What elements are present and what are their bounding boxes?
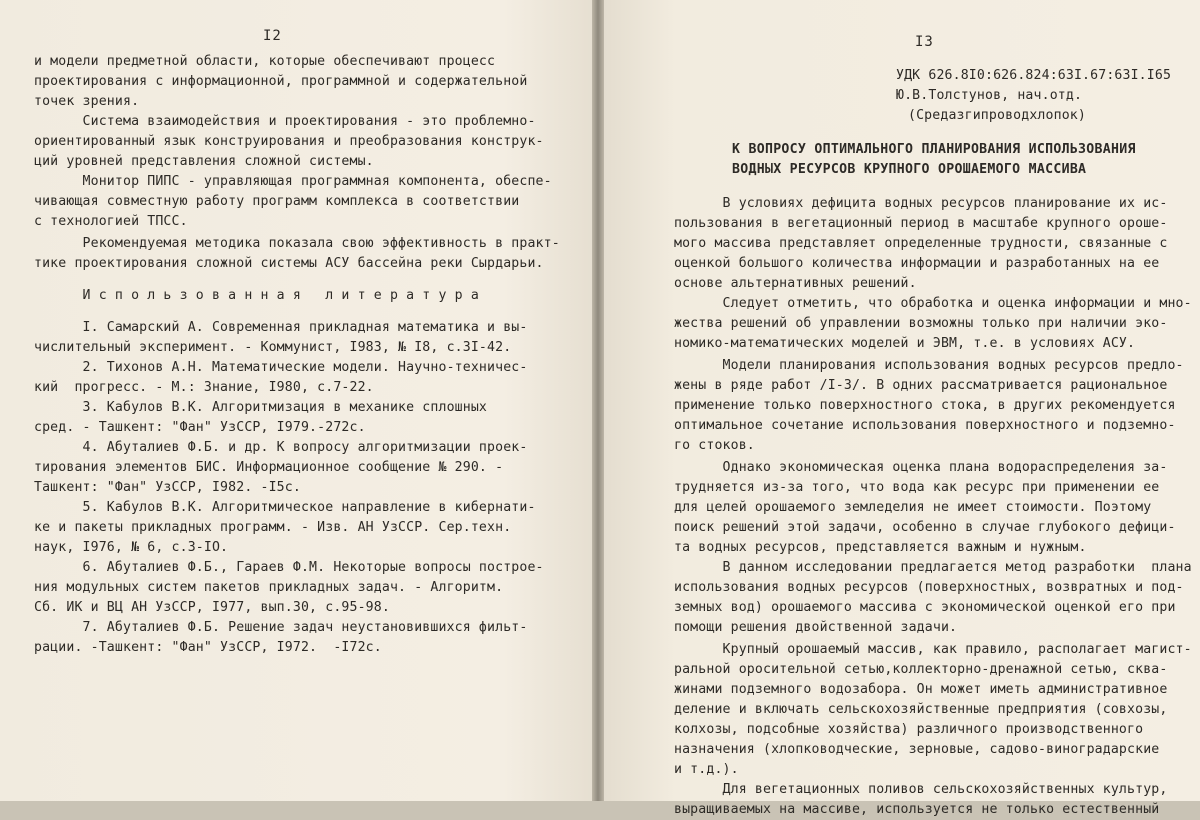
text-line: жены в ряде работ /I-3/. В одних рассматривается рациональное — [674, 378, 1168, 393]
reference-line: 2. Тихонов А.Н. Математические модели. Научно-техничес- — [34, 360, 528, 375]
reference-line: 7. Абуталиев Ф.Б. Решение задач неустановившихся фильт- — [34, 620, 528, 635]
text-line: ориентированный язык конструирования и преобразования конструк- — [34, 134, 544, 149]
text-line: Однако экономическая оценка плана водораспределения за- — [674, 460, 1168, 475]
page-number: I3 — [915, 34, 934, 50]
reference-line: ке и пакеты прикладных программ. - Изв. АН УзССР. Сер.техн. — [34, 520, 512, 535]
text-line: трудняется из-за того, что вода как ресурс при применении ее — [674, 480, 1160, 495]
reference-line: 4. Абуталиев Ф.Б. и др. К вопросу алгоритмизации проек- — [34, 440, 528, 455]
text-line: Система взаимодействия и проектирования - это проблемно- — [34, 114, 536, 129]
reference-line: рации. -Ташкент: "Фан" УзССР, I972. -I72с. — [34, 640, 382, 655]
references-heading: И с п о л ь з о в а н н а я л и т е р а т у р а — [34, 288, 479, 303]
text-line: деление и включать сельскохозяйственные предприятия (совхозы, — [674, 702, 1168, 717]
reference-line: тирования элементов БИС. Информационное сообщение № 290. - — [34, 460, 504, 475]
text-line: номико-математических моделей и ЭВМ, т.е. в условиях АСУ. — [674, 336, 1136, 351]
article-title: ВОДНЫХ РЕСУРСОВ КРУПНОГО ОРОШАЕМОГО МАССИВА — [732, 162, 1087, 177]
left-page — [0, 0, 592, 801]
text-line: го стоков. — [674, 438, 755, 453]
text-line: Для вегетационных поливов сельскохозяйственных культур, — [674, 782, 1168, 797]
text-line: выращиваемых на массиве, используется не только естественный — [674, 802, 1160, 817]
udc-code: УДК 626.8I0:626.824:63I.67:63I.I65 — [896, 68, 1172, 83]
text-line: Крупный орошаемый массив, как правило, располагает магист- — [674, 642, 1192, 657]
reference-line: 5. Кабулов В.К. Алгоритмическое направление в кибернати- — [34, 500, 536, 515]
text-line: Монитор ПИПС - управляющая программная компонента, обеспе- — [34, 174, 552, 189]
book-gutter — [592, 0, 604, 801]
text-line: назначения (хлопководческие, зерновые, садово-виноградарские — [674, 742, 1160, 757]
text-line: Рекомендуемая методика показала свою эффективность в практ- — [34, 236, 560, 251]
text-line: ций уровней представления сложной системы. — [34, 154, 374, 169]
text-line: мого массива представляет определенные трудности, связанные с — [674, 236, 1168, 251]
reference-line: ния модульных систем пакетов прикладных задач. - Алгоритм. — [34, 580, 504, 595]
right-page — [604, 0, 1200, 817]
text-line: Модели планирования использования водных ресурсов предло- — [674, 358, 1184, 373]
text-line: применение только поверхностного стока, в других рекомендуется — [674, 398, 1176, 413]
text-line: основе альтернативных решений. — [674, 276, 917, 291]
reference-line: 6. Абуталиев Ф.Б., Гараев Ф.М. Некоторые вопросы построе- — [34, 560, 544, 575]
reference-line: 3. Кабулов В.К. Алгоритмизация в механике сплошных — [34, 400, 488, 415]
text-line: оптимальное сочетание использования поверхностного и подземно- — [674, 418, 1176, 433]
text-line: жества решений об управлении возможны только при наличии эко- — [674, 316, 1168, 331]
text-line: использования водных ресурсов (поверхностных, возвратных и под- — [674, 580, 1184, 595]
reference-line: кий прогресс. - М.: Знание, I980, с.7-22. — [34, 380, 374, 395]
text-line: земных вод) орошаемого массива с экономической оценкой его при — [674, 600, 1176, 615]
text-line: чивающая совместную работу программ комплекса в соответствии — [34, 194, 520, 209]
text-line: та водных ресурсов, представляется важным и нужным. — [674, 540, 1087, 555]
text-line: проектирования с информационной, программной и содержательной — [34, 74, 528, 89]
reference-line: Сб. ИК и ВЦ АН УзССР, I977, вып.30, с.95-98. — [34, 600, 390, 615]
page-number: I2 — [263, 28, 282, 44]
text-line: и модели предметной области, которые обеспечивают процесс — [34, 54, 496, 69]
affiliation: (Средазгипроводхлопок) — [908, 108, 1086, 123]
text-line: с технологией ТПСС. — [34, 214, 188, 229]
text-line: В данном исследовании предлагается метод разработки плана — [674, 560, 1192, 575]
reference-line: I. Самарский А. Современная прикладная математика и вы- — [34, 320, 528, 335]
reference-line: числительный эксперимент. - Коммунист, I983, № I8, с.3I-42. — [34, 340, 512, 355]
text-line: для целей орошаемого земледелия не имеет стоимости. Поэтому — [674, 500, 1152, 515]
text-line: оценкой большого количества информации и разработанных на ее — [674, 256, 1160, 271]
text-line: Следует отметить, что обработка и оценка информации и мно- — [674, 296, 1192, 311]
text-line: В условиях дефицита водных ресурсов планирование их ис- — [674, 196, 1168, 211]
reference-line: наук, I976, № 6, с.3-IO. — [34, 540, 229, 555]
text-line: колхозы, подсобные хозяйства) различного производственного — [674, 722, 1144, 737]
text-line: и т.д.). — [674, 762, 739, 777]
reference-line: Ташкент: "Фан" УзССР, I982. -I5с. — [34, 480, 301, 495]
article-title: К ВОПРОСУ ОПТИМАЛЬНОГО ПЛАНИРОВАНИЯ ИСПОЛЬЗОВАНИЯ — [732, 142, 1136, 157]
text-line: тике проектирования сложной системы АСУ бассейна реки Сырдарьи. — [34, 256, 544, 271]
text-line: точек зрения. — [34, 94, 140, 109]
author: Ю.В.Толстунов, нач.отд. — [896, 88, 1083, 103]
text-line: ральной оросительной сетью,коллекторно-дренажной сетью, сква- — [674, 662, 1168, 677]
text-line: жинами подземного водозабора. Он может иметь административное — [674, 682, 1168, 697]
text-line: помощи решения двойственной задачи. — [674, 620, 958, 635]
text-line: поиск решений этой задачи, особенно в случае глубокого дефици- — [674, 520, 1176, 535]
reference-line: сред. - Ташкент: "Фан" УзССР, I979.-272с. — [34, 420, 366, 435]
text-line: пользования в вегетационный период в масштабе крупного ороше- — [674, 216, 1168, 231]
